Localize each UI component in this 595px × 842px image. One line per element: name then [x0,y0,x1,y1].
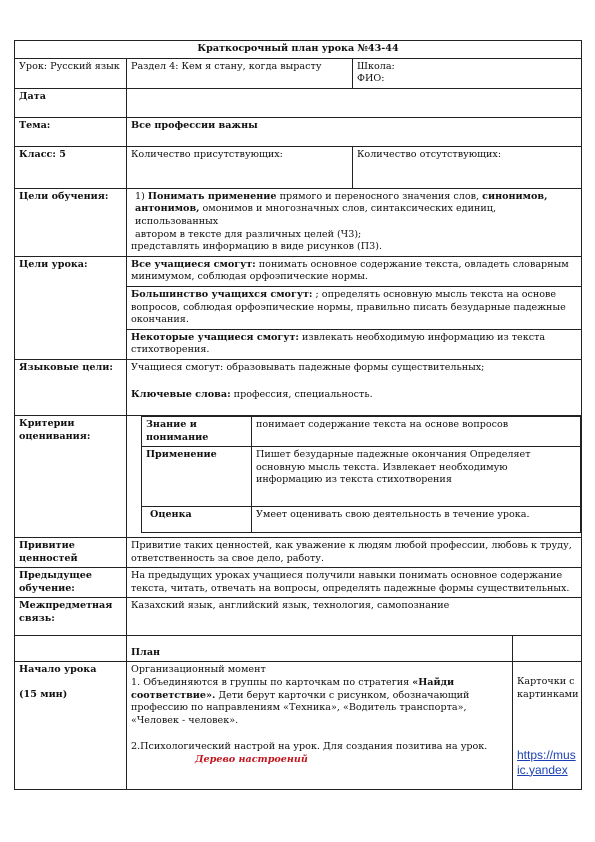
lesson-goals-label: Цели урока: [15,256,127,359]
criteria-row-application [142,447,581,507]
goal-text-2: омонимов и многозначных слов, синтаксических единиц, использованных [135,203,496,227]
all-students-label: Все учащиеся смогут: [131,258,256,270]
criteria-row [15,415,582,537]
theme-row [15,117,582,146]
values-text: Привитие таких ценностей, как уважение к людям любой профессии, любовь к труду, ответственность за свое дело, работу. [127,538,582,568]
criteria-table [141,416,581,533]
resources-cards: Карточки с картинками [517,676,579,701]
criteria-desc: Умеет оценивать свою деятельность в течение урока. [252,507,581,533]
values-label: Привитие ценностей [15,538,127,568]
goal-number: 1) [135,190,145,202]
interdisciplinary-label: Межпредметная связь: [15,598,127,636]
present-count-label: Количество присутствующих: [127,146,353,188]
music-link[interactable]: https://music.yandex [517,747,576,777]
plan-empty-cell [15,636,127,662]
goal-text-4: представлять информацию в виде рисунков (П3). [131,241,383,253]
interdisciplinary-text: Казахский язык, английский язык, технология, самопознание [127,598,582,636]
language-goals-label: Языковые цели: [15,359,127,415]
date-value [127,88,582,117]
lesson-plan-table [14,40,582,790]
learning-goals-row [15,188,582,256]
criteria-level: Оценка [142,507,252,533]
language-goals-text [127,359,582,415]
lesson-start-duration: (15 мин) [19,689,68,701]
some-students-label: Некоторые учащиеся смогут: [131,331,299,343]
learning-goals-label: Цели обучения: [15,188,127,256]
date-label: Дата [15,88,127,117]
goal-bold-2: синонимов, [482,190,548,202]
all-students-text: понимать основное содержание текста, овладеть словарным минимумом, соблюдая орфоэпические нормы. [131,258,569,283]
lesson-subject: Урок: Русский язык [15,58,127,88]
title-row [15,41,582,59]
plan-row [15,636,582,662]
plan-heading: План [127,636,513,662]
absent-count-label: Количество отсутствующих: [353,146,582,188]
interdisciplinary-row [15,598,582,636]
theme-label: Тема: [15,117,127,146]
values-row [15,538,582,568]
goal-text-1: прямого и переносного значения слов, [276,190,483,202]
criteria-level: Применение [142,447,252,507]
criteria-label: Критерии оценивания: [15,415,127,537]
goal-bold-1: Понимать применение [147,190,277,202]
most-students-text: ; определять основную мысль текста на основе вопросов, соблюдая орфоэпические нормы, правильно писать безударные падежные окончания. [131,288,566,326]
lesson-goals-most [127,286,582,329]
plan-resources-cell [513,636,582,662]
lesson-plan-page [14,40,581,790]
school-fio-cell [353,58,582,88]
mood-tree-label: Дерево настроений [195,754,308,766]
step1-text-b: Дети берут карточки с рисунком, обозначающий профессию по направлениям «Техника», «Водитель транспорта», «Человек - человек». [131,689,470,726]
date-row [15,88,582,117]
lesson-goals-all-row [15,256,582,286]
language-goals-row [15,359,582,415]
most-students-label: Большинство учащихся смогут: [131,288,313,300]
criteria-row-knowledge [142,416,581,446]
lesson-start-activities [127,662,513,790]
criteria-desc: Пишет безударные падежные окончания Определяет основную мысль текста. Извлекает необходимую информацию из текста стихотворения [252,447,581,507]
lesson-goals-some [127,329,582,359]
criteria-desc: понимает содержание текста на основе вопросов [252,416,581,446]
step2-text: 2.Психологический настрой на урок. Для создания позитива на урок. [131,741,488,753]
lesson-start-resources [513,662,582,790]
some-students-text: извлекать необходимую информацию из текста стихотворения. [131,331,546,356]
goal-bold-3: антонимов, [135,203,200,215]
lesson-start-row [15,662,582,790]
keywords-text: профессия, специальность. [230,388,373,400]
previous-learning-label: Предыдущее обучение: [15,568,127,598]
lesson-section: Раздел 4: Кем я стану, когда вырасту [127,58,353,88]
previous-learning-row [15,568,582,598]
fio-label: ФИО: [357,73,385,85]
step1-text-a: 1. Объединяются в группы по карточкам по стратегия [131,677,413,689]
lesson-start-label: Начало урока [19,664,97,676]
grade-label: Класс: 5 [15,146,127,188]
step1-strategy: «Найди соответствие». [131,677,455,701]
previous-learning-text: На предыдущих уроках учащиеся получили навыки понимать основное содержание текста, читать, отвечать на вопросы, определять падежные формы существительных. [127,568,582,598]
criteria-cell [127,415,582,537]
goal-text-3: автором в тексте для различных целей (Ч3); [135,228,362,240]
criteria-level: Знание и понимание [142,416,252,446]
lesson-plan-title: Краткосрочный план урока №43-44 [15,41,582,59]
keywords-label: Ключевые слова: [131,388,231,400]
grade-row [15,146,582,188]
org-moment: Организационный момент [131,664,266,676]
header-row [15,58,582,88]
theme-value: Все профессии важны [127,117,582,146]
lesson-goals-all [127,256,582,286]
lesson-start-cell [15,662,127,790]
language-goals-line: Учащиеся смогут: образовывать падежные формы существительных; [131,361,485,373]
criteria-row-evaluation [142,507,581,533]
school-label: Школа: [357,60,395,72]
learning-goals-text [127,188,582,256]
